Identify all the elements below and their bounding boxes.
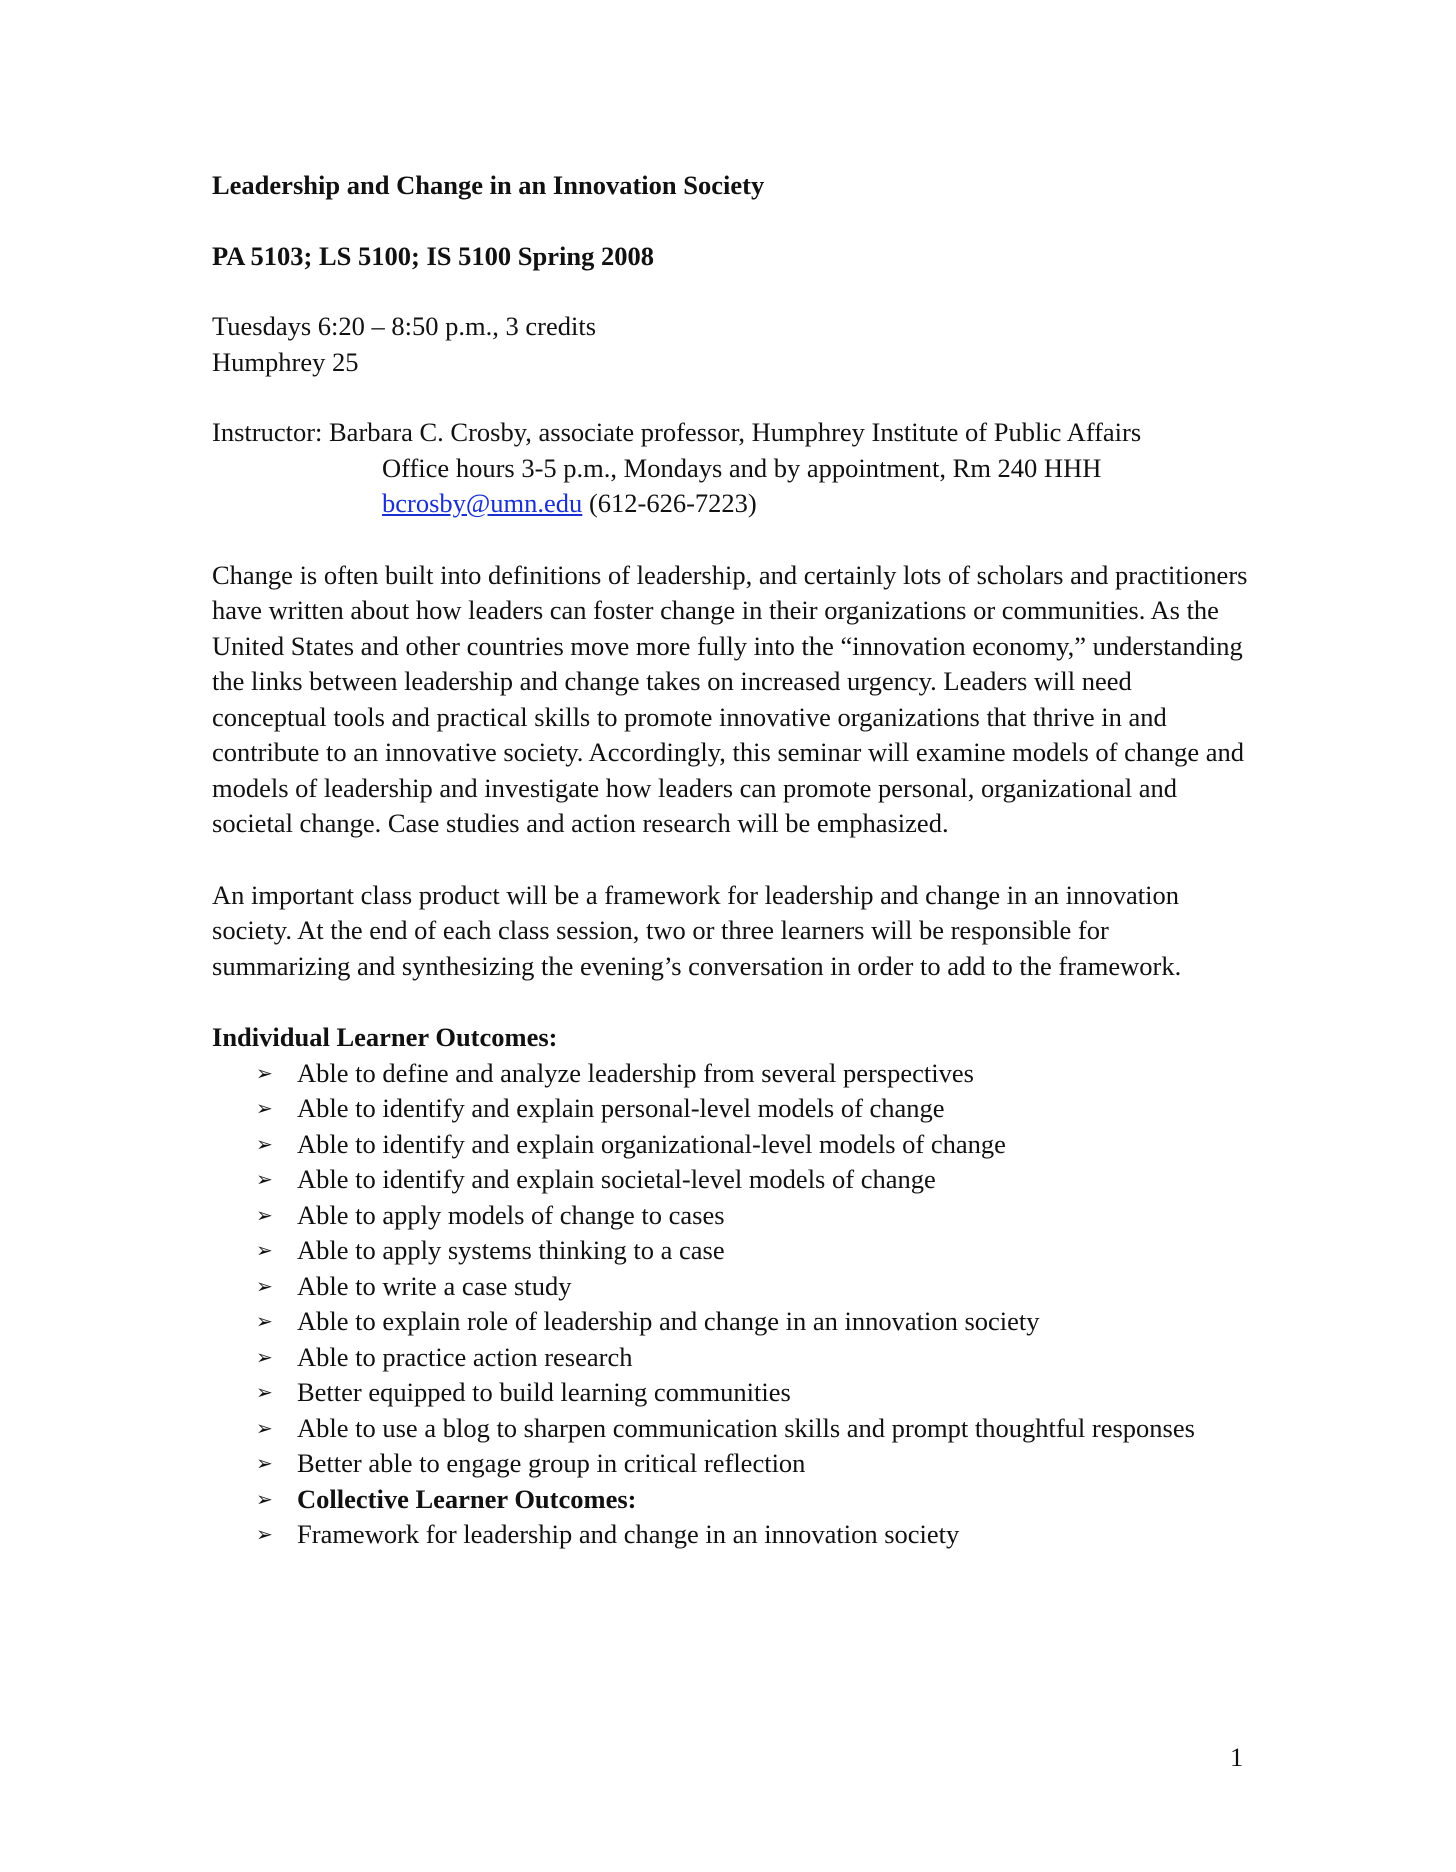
list-item: ➢ Able to explain role of leadership and change in an innovation society <box>212 1304 1252 1340</box>
instructor-line: Instructor: Barbara C. Crosby, associate professor, Humphrey Institute of Public Affairs <box>212 417 1142 447</box>
intro-paragraph: Change is often built into definitions of leadership, and certainly lots of scholars and practitioners have written about how leaders can foster change in their organizations or communities. As the United States and other countries move more fully into the “innovation economy,” understanding the links between leadership and change takes on increased urgency. Leaders will need conceptual tools and practical skills to promote innovative organizations that thrive in and contribute to an innovative society. Accordingly, this seminar will examine models of change and models of leadership and investigate how leaders can promote personal, organizational and societal change. Case studies and action research will be emphasized. <box>212 559 1248 838</box>
schedule-block <box>212 309 1252 380</box>
list-item: ➢ Framework for leadership and change in an innovation society <box>212 1517 1252 1553</box>
arrow-bullet-icon: ➢ <box>256 1380 273 1404</box>
list-item: ➢ Better equipped to build learning communities <box>212 1375 1252 1411</box>
list-item: ➢ Able to identify and explain personal-level models of change <box>212 1091 1252 1127</box>
course-line: PA 5103; LS 5100; IS 5100 Spring 2008 <box>212 240 654 271</box>
page-number: 1 <box>1230 1742 1244 1772</box>
list-item: ➢ Able to use a blog to sharpen communication skills and prompt thoughtful responses <box>212 1411 1252 1447</box>
arrow-bullet-icon: ➢ <box>256 1096 273 1120</box>
arrow-bullet-icon: ➢ <box>256 1344 273 1369</box>
list-item: ➢ Able to write a case study <box>212 1269 1252 1305</box>
arrow-bullet-icon: ➢ <box>256 1202 273 1227</box>
list-item: ➢ Able to identify and explain societal-level models of change <box>212 1162 1252 1198</box>
arrow-bullet-icon: ➢ <box>256 1415 273 1440</box>
individual-outcomes-list <box>212 1056 1252 1482</box>
arrow-bullet-icon: ➢ <box>256 1238 273 1262</box>
arrow-bullet-icon: ➢ <box>256 1522 273 1546</box>
list-item: ➢ Able to apply models of change to cases <box>212 1198 1252 1234</box>
document-page <box>212 168 1252 1553</box>
list-item: ➢ Able to apply systems thinking to a case <box>212 1233 1252 1269</box>
arrow-bullet-icon: ➢ <box>256 1309 273 1333</box>
office-hours: Office hours 3-5 p.m., Mondays and by appointment, Rm 240 HHH <box>382 452 1102 483</box>
list-item: ➢ Better able to engage group in critical reflection <box>212 1446 1252 1482</box>
schedule-time: Tuesdays 6:20 – 8:50 p.m., 3 credits <box>212 311 597 341</box>
collective-outcomes-list <box>212 1482 1252 1553</box>
document-title: Leadership and Change in an Innovation Society <box>212 170 765 200</box>
contact-line <box>212 486 1252 522</box>
arrow-bullet-icon: ➢ <box>256 1273 273 1298</box>
schedule-room: Humphrey 25 <box>212 346 359 377</box>
arrow-bullet-icon: ➢ <box>256 1060 273 1085</box>
framework-paragraph: An important class product will be a framework for leadership and change in an innovation society. At the end of each class session, two or three learners will be responsible for summarizing and synthesizing the evening’s conversation in order to add to the framework. <box>212 879 1182 981</box>
list-item: ➢ Able to define and analyze leadership from several perspectives <box>212 1056 1252 1092</box>
arrow-bullet-icon: ➢ <box>256 1451 273 1475</box>
list-item: ➢ Able to practice action research <box>212 1340 1252 1376</box>
individual-outcomes-heading: Individual Learner Outcomes: <box>212 1022 558 1052</box>
collective-outcomes-heading: ➢ Collective Learner Outcomes: <box>212 1482 1252 1518</box>
arrow-bullet-icon: ➢ <box>256 1167 273 1191</box>
arrow-bullet-icon: ➢ <box>256 1486 273 1511</box>
arrow-bullet-icon: ➢ <box>256 1131 273 1156</box>
instructor-block <box>212 415 1252 522</box>
email-link[interactable]: bcrosby@umn.edu <box>382 488 583 518</box>
phone-number: (612-626-7223) <box>582 488 757 518</box>
list-item: ➢ Able to identify and explain organizational-level models of change <box>212 1127 1252 1163</box>
